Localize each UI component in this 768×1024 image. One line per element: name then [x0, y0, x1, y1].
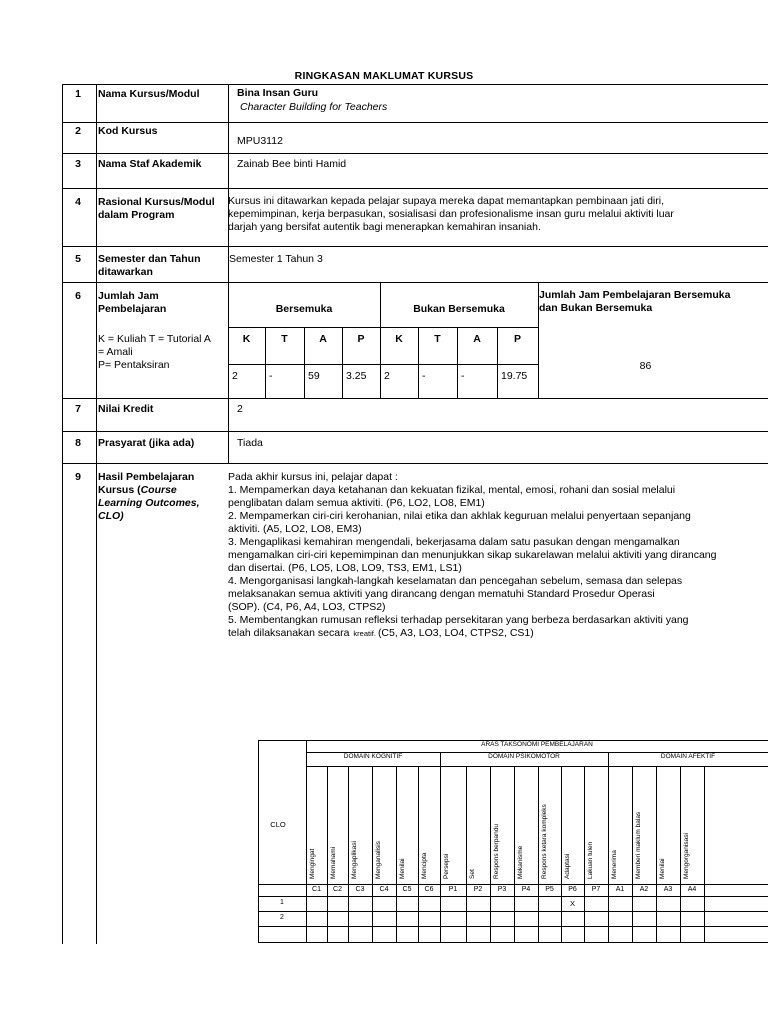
hour-header-cell: T: [434, 333, 441, 345]
total-hours: 86: [639, 360, 652, 372]
row-number: 7: [75, 403, 81, 415]
label-nilai-kredit: Nilai Kredit: [98, 403, 154, 415]
hour-value-cell: -: [269, 370, 273, 382]
taxonomy-header: ARAS TAKSONOMI PEMBELAJARAN: [481, 741, 593, 748]
hours-legend: K = Kuliah T = Tutorial A: [98, 333, 211, 345]
course-code: MPU3112: [237, 135, 283, 147]
taxonomy-level: Mengaplikasi: [351, 841, 358, 879]
clo-line: [228, 510, 768, 523]
rationale-text: darjah yang bersifat autentik bagi menerapkan kemahiran insaniah.: [228, 221, 541, 233]
rationale-text: Kursus ini ditawarkan kepada pelajar supaya mereka dapat memantapkan pembinaan jati diri,: [228, 195, 665, 207]
taxonomy-level: Mengingat: [309, 848, 316, 879]
clo-line: [228, 562, 768, 575]
taxonomy-level: Memahami: [330, 846, 337, 879]
row-number: 2: [75, 125, 81, 137]
taxonomy-code: P6: [568, 886, 577, 893]
hour-header-cell: P: [357, 333, 365, 345]
taxonomy-code: P2: [473, 886, 483, 893]
hour-value-cell: -: [422, 370, 426, 382]
clo-row-number: 1: [280, 899, 284, 906]
label-hasil-pembelajaran: CLO): [98, 510, 124, 522]
taxonomy-level: Mengorganisasi: [683, 833, 690, 879]
label-kod-kursus: Kod Kursus: [98, 125, 158, 137]
clo-line-text: 2. Mempamerkan ciri-ciri kerohanian, nilai etika dan akhlak keguruan melalui penyertaan sepanjang: [228, 510, 691, 522]
group-bukan-bersemuka: Bukan Bersemuka: [413, 303, 505, 315]
taxonomy-code: P1: [448, 886, 458, 893]
label-staf-akademik: Nama Staf Akademik: [98, 158, 202, 170]
taxonomy-level: Adaptasi: [564, 853, 571, 879]
clo-line-text: 5. Membentangkan rumusan refleksi terhadap persekitaran yang berbeza berdasarkan aktiviti yang: [228, 614, 689, 626]
hour-value-cell: 59: [308, 370, 320, 382]
clo-row-number: 2: [280, 914, 284, 921]
hour-value-cell: 2: [232, 370, 238, 382]
clo-line-text: telah dilaksanakan secara: [228, 627, 350, 639]
label-semester: ditawarkan: [98, 266, 153, 278]
taxonomy-mark: X: [569, 899, 575, 908]
clo-column-label: CLO: [270, 820, 286, 829]
hour-header-cell: A: [319, 333, 327, 345]
hour-value-cell: 3.25: [346, 370, 367, 382]
label-jumlah-jam: Jumlah Jam: [98, 290, 159, 302]
row-number: 8: [75, 437, 81, 449]
taxonomy-level: Memberi maklum balas: [635, 811, 642, 879]
label-hasil-pembelajaran: Hasil Pembelajaran: [98, 471, 195, 483]
clo-line: [228, 523, 768, 536]
rationale-text: kepemimpinan, kerja berpasukan, sosialisasi dan profesionalisme insan guru melalui aktiviti luar: [228, 208, 674, 220]
taxonomy-level: Mencipta: [421, 852, 428, 879]
label-hasil-pembelajaran: Learning Outcomes,: [98, 497, 200, 509]
hour-value-cell: -: [461, 370, 465, 382]
label-hasil-pembelajaran: [98, 484, 177, 497]
clo-line-text: penglibatan dalam semua aktiviti. (P6, LO2, LO8, EM1): [228, 497, 485, 509]
course-name-english: Character Building for Teachers: [240, 101, 388, 113]
clo-line: [228, 627, 768, 640]
clo-line-text: (SOP). (C4, P6, A4, LO3, CTPS2): [228, 601, 386, 613]
taxonomy-code: A3: [663, 886, 673, 893]
taxonomy-code: P4: [521, 886, 531, 893]
clo-line: [228, 575, 768, 588]
label-semester: Semester dan Tahun: [98, 253, 201, 265]
taxonomy-code: C2: [333, 886, 342, 893]
group-jumlah: Jumlah Jam Pembelajaran Bersemuka: [539, 289, 731, 301]
domain-psikomotor: DOMAIN PSIKOMOTOR: [488, 753, 560, 760]
course-name: Bina Insan Guru: [237, 87, 319, 99]
clo-line: [228, 484, 768, 497]
clo-line: [228, 549, 768, 562]
group-bersemuka: Bersemuka: [275, 303, 333, 315]
page-title: RINGKASAN MAKLUMAT KURSUS: [294, 70, 474, 82]
prerequisite-value: Tiada: [237, 437, 263, 449]
taxonomy-level: Menganalisis: [375, 841, 382, 879]
taxonomy-level: Mekanisme: [517, 845, 524, 879]
taxonomy-level: Menilai: [659, 858, 666, 879]
credit-value: 2: [237, 403, 243, 415]
clo-line-text: dan disertai. (P6, LO5, LO8, LO9, TS3, EM1, LS1): [228, 562, 462, 574]
clo-line-text: Pada akhir kursus ini, pelajar dapat :: [228, 471, 398, 483]
clo-line: [228, 614, 768, 627]
domain-afektif: DOMAIN AFEKTIF: [660, 753, 716, 760]
domain-kognitif: DOMAIN KOGNITIF: [343, 753, 403, 760]
taxonomy-level: Respons ketara kompleks: [541, 804, 548, 879]
row-number: 6: [75, 290, 81, 302]
label-rasional: Rasional Kursus/Modul: [98, 196, 215, 208]
kreatif-word: kreatif.: [353, 629, 376, 638]
label-jumlah-jam: Pembelajaran: [98, 303, 167, 315]
row-number: 9: [75, 471, 81, 483]
clo-line-tail: (C5, A3, LO3, LO4, CTPS2, CS1): [377, 627, 534, 639]
hour-value-cell: 2: [384, 370, 390, 382]
taxonomy-code: C6: [424, 886, 434, 893]
label-nama-kursus: Nama Kursus/Modul: [98, 88, 200, 100]
staff-name: Zainab Bee binti Hamid: [237, 158, 347, 170]
taxonomy-level: Lakuan tulen: [587, 841, 594, 879]
taxonomy-code: A2: [639, 886, 649, 893]
label-part: Kursus (: [98, 484, 141, 496]
semester-value: Semester 1 Tahun 3: [229, 253, 323, 265]
hour-header-cell: K: [242, 333, 251, 345]
hour-value-cell: 19.75: [501, 370, 528, 382]
taxonomy-code: C5: [402, 886, 412, 893]
label-prasyarat: Prasyarat (jika ada): [98, 437, 195, 449]
clo-line-text: 3. Mengaplikasi kemahiran mengendali, bekerjasama dalam satu pasukan dengan mengamalkan: [228, 536, 680, 548]
row-number: 4: [75, 196, 81, 208]
taxonomy-code: P5: [545, 886, 554, 893]
taxonomy-level: Set: [469, 869, 476, 879]
clo-line: [228, 497, 768, 510]
taxonomy-code: A4: [687, 886, 697, 893]
taxonomy-code: C4: [379, 886, 389, 893]
taxonomy-level: Persepsi: [443, 853, 450, 879]
clo-line-text: melaksanakan semua aktiviti yang dirancang dengan mematuhi Standard Prosedur Operasi: [228, 588, 655, 600]
clo-line-text: aktiviti. (A5, LO2, LO8, EM3): [228, 523, 362, 535]
clo-line: [228, 588, 768, 601]
row-number: 5: [75, 253, 81, 265]
clo-line: [228, 471, 768, 484]
clo-line-text: 1. Mempamerkan daya ketahanan dan kekuatan fizikal, mental, emosi, rohani dan sosial melalui: [228, 484, 676, 496]
row-number: 1: [75, 88, 81, 100]
hours-legend: P= Pentaksiran: [98, 359, 170, 371]
clo-line: [228, 536, 768, 549]
taxonomy-level: Respons berpandu: [493, 824, 500, 879]
clo-line: [228, 601, 768, 614]
taxonomy-code: P7: [591, 886, 601, 893]
hours-legend: = Amali: [98, 346, 133, 358]
clo-line-text: mengamalkan ciri-ciri kepemimpinan dan menunjukkan sikap sukarelawan melalui aktiviti yang dirancang: [228, 549, 717, 561]
taxonomy-code: C1: [312, 886, 321, 893]
taxonomy-level: Menilai: [399, 858, 406, 879]
taxonomy-level: Menerima: [611, 850, 618, 879]
label-rasional: dalam Program: [98, 209, 175, 221]
taxonomy-code: C3: [355, 886, 365, 893]
hour-header-cell: A: [473, 333, 481, 345]
row-number: 3: [75, 158, 81, 170]
clo-line-text: 4. Mengorganisasi langkah-langkah keselamatan dan pencegahan sebelum, semasa dan selepas: [228, 575, 683, 587]
group-jumlah: dan Bukan Bersemuka: [539, 302, 653, 314]
taxonomy-code: P3: [497, 886, 507, 893]
hour-header-cell: T: [281, 333, 288, 345]
label-part: Course: [140, 484, 177, 496]
hour-header-cell: K: [395, 333, 403, 345]
taxonomy-code: A1: [615, 886, 625, 893]
hour-header-cell: P: [513, 333, 521, 345]
